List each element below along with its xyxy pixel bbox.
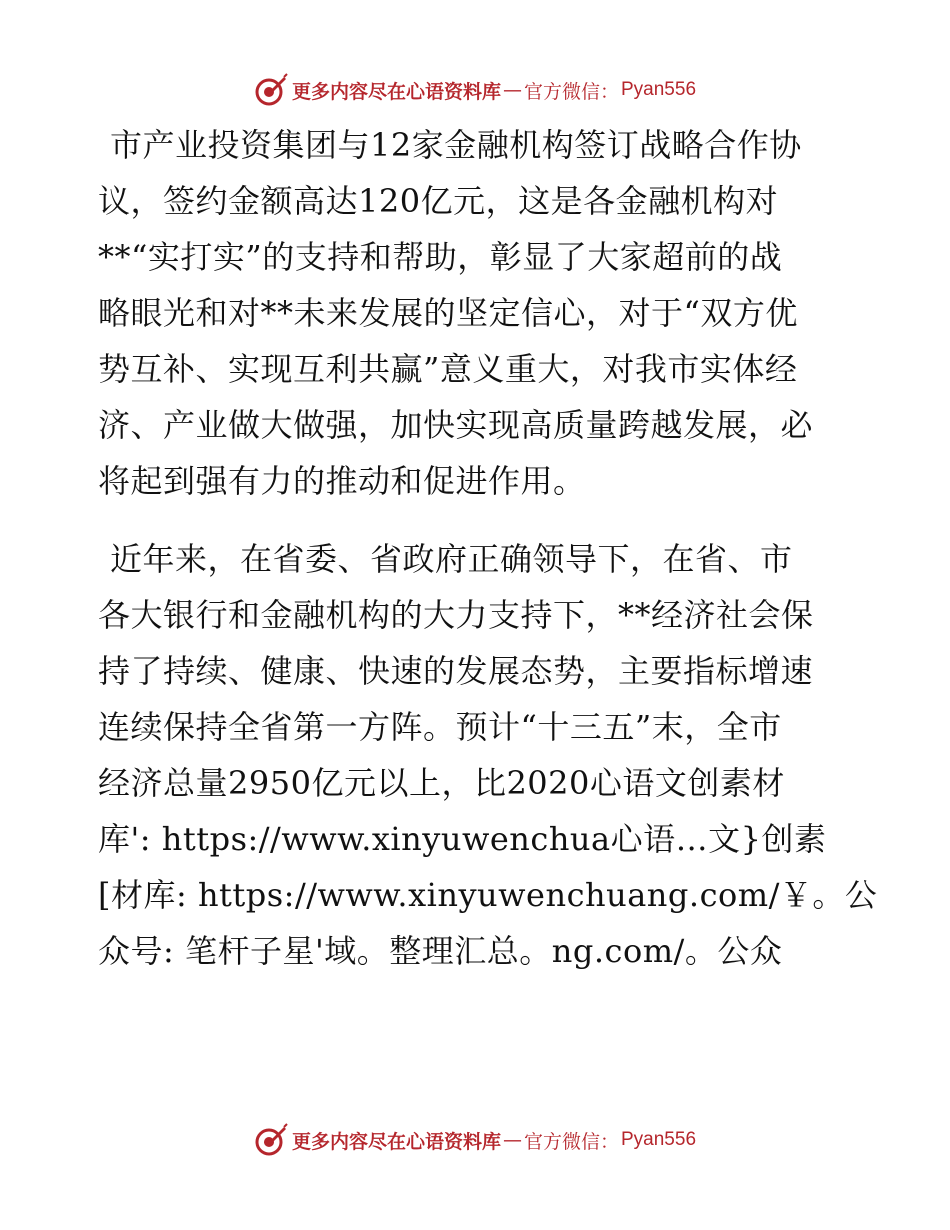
- text-line: 势互补、实现互利共赢”意义重大，对我市实体经: [98, 350, 798, 388]
- header-banner: [0, 70, 950, 110]
- text-line: 经济总量2950亿元以上，比2020心语文创素材: [98, 764, 785, 802]
- text-line: 近年来，在省委、省政府正确领导下，在省、市: [110, 540, 793, 578]
- text-line: 众号: 笔杆子星'域。整理汇总。ng.com/。公众: [98, 932, 783, 970]
- text-line: 各大银行和金融机构的大力支持下，**经济社会保: [98, 596, 814, 634]
- paragraph-2: [98, 531, 878, 979]
- text-line: 议，签约金额高达120亿元，这是各金融机构对: [98, 182, 779, 220]
- quill-pen-logo-icon: [254, 1123, 288, 1157]
- text-line: 略眼光和对**未来发展的坚定信心，对于“双方优: [98, 294, 798, 332]
- banner-wechat-id: Pyan556: [621, 79, 697, 100]
- text-line: 连续保持全省第一方阵。预计“十三五”末，全市: [98, 708, 782, 746]
- banner-separator: —: [502, 79, 522, 101]
- banner-separator: —: [502, 1129, 522, 1151]
- text-line: [材库: https://www.xinyuwenchuang.com/￥。公: [98, 876, 878, 914]
- text-line: 将起到强有力的推动和促进作用。: [98, 462, 586, 500]
- banner-site-text: 更多内容尽在心语资料库: [291, 80, 501, 103]
- banner-official-label: 官方微信：: [523, 80, 619, 103]
- text-line: 济、产业做大做强，加快实现高质量跨越发展，必: [98, 406, 814, 444]
- text-line: **“实打实”的支持和帮助，彰显了大家超前的战: [98, 238, 783, 276]
- banner-wechat-id: Pyan556: [621, 1129, 697, 1150]
- footer-banner: [0, 1120, 950, 1160]
- text-line: 库': https://www.xinyuwenchua心语…文}创素: [98, 820, 827, 858]
- document-body: [98, 117, 878, 979]
- banner-site-text: 更多内容尽在心语资料库: [291, 1130, 501, 1153]
- paragraph-1: [98, 117, 854, 509]
- banner-official-label: 官方微信：: [523, 1130, 619, 1153]
- text-line: 持了持续、健康、快速的发展态势，主要指标增速: [98, 652, 814, 690]
- quill-pen-logo-icon: [254, 73, 288, 107]
- text-line: 市产业投资集团与12家金融机构签订战略合作协: [110, 126, 802, 164]
